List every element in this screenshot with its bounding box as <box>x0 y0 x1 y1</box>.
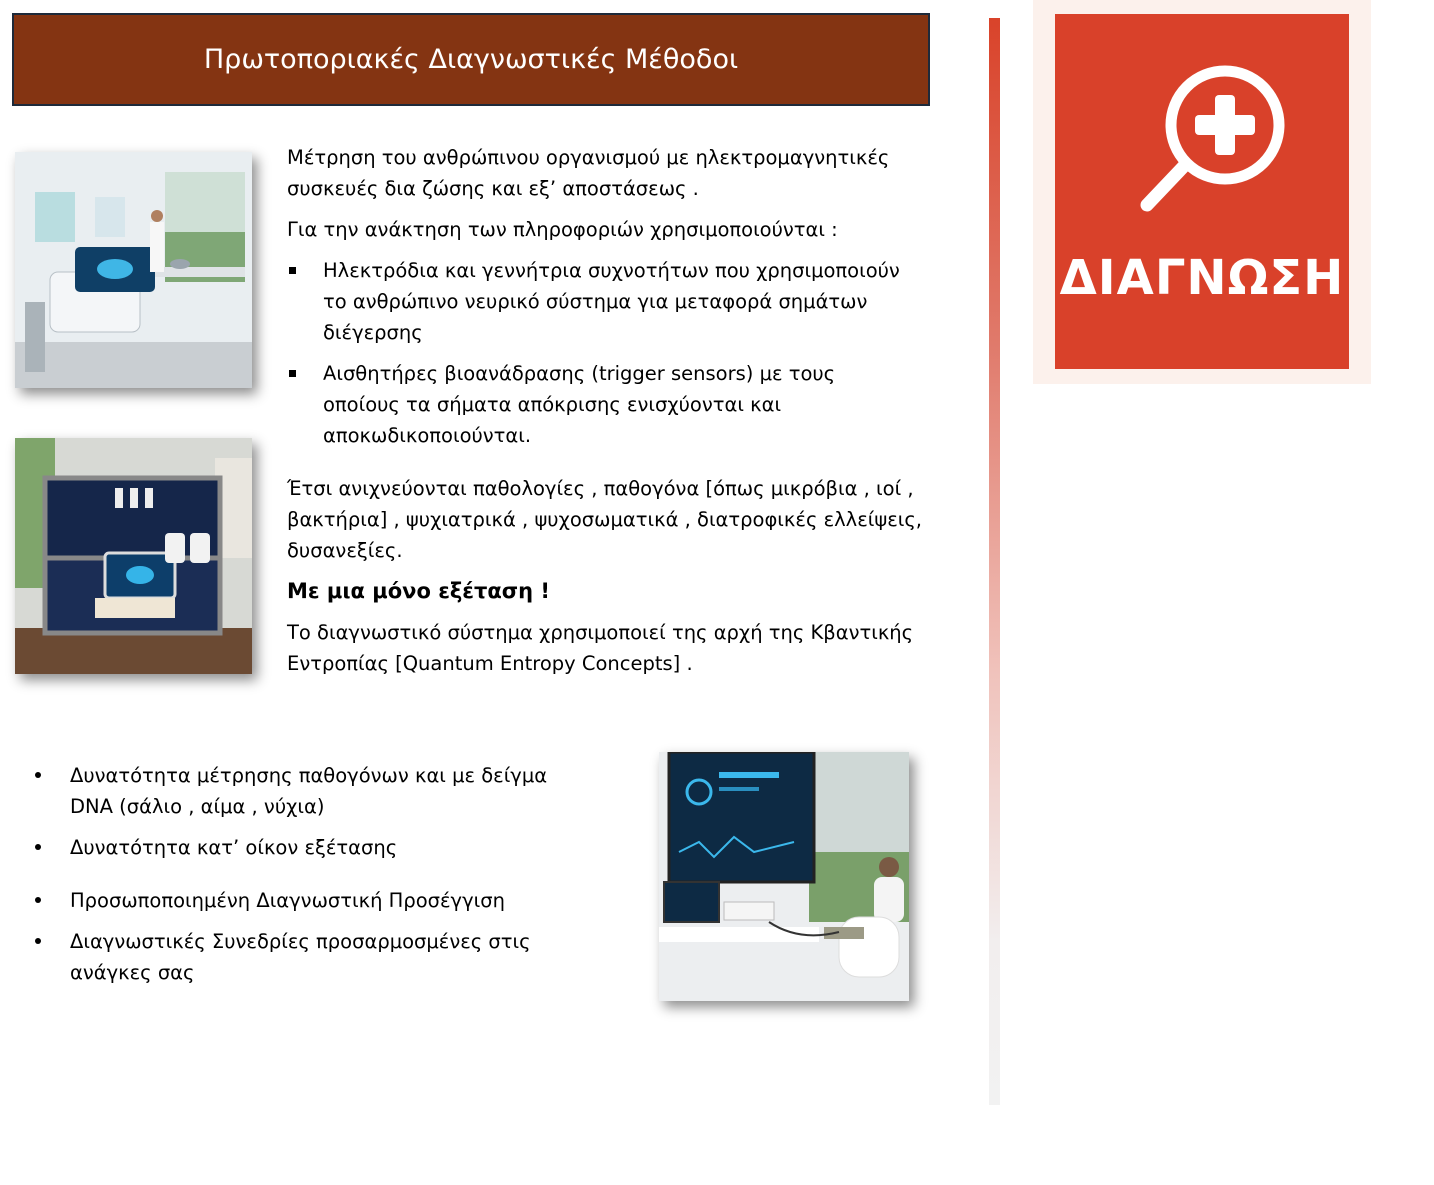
intro-paragraph-4: Το διαγνωστικό σύστημα χρησιμοποιεί της αρχή της Κβαντικής Εντροπίας [Quantum Entropy Concepts] . <box>287 621 914 675</box>
intro-paragraph-1: Μέτρηση του ανθρώπινου οργανισμού με ηλεκτρομαγνητικές συσκευές δια ζώσης και εξ’ αποστάσεως . <box>287 146 890 200</box>
logo-word: ΔΙΑΓΝΩΣΗ <box>1059 250 1345 306</box>
list-item: Δυνατότητα μέτρησης παθογόνων και με δείγμα DNA (σάλιο , αίμα , νύχια) <box>35 760 595 822</box>
bullet-icon <box>35 844 41 850</box>
clinic-device-photo <box>15 152 252 388</box>
method-list <box>287 255 927 451</box>
list-item: Προσωποποιημένη Διαγνωστική Προσέγγιση <box>35 885 595 916</box>
intro-text <box>287 142 927 679</box>
bullet-icon <box>35 772 41 778</box>
magnifier-plus-icon <box>1113 59 1293 219</box>
page-title-bar <box>12 13 930 106</box>
bullet-icon <box>35 897 41 903</box>
square-bullet-icon <box>289 267 296 274</box>
device-case-photo <box>15 438 252 674</box>
logo-tile <box>1055 14 1349 369</box>
accent-divider <box>989 18 1000 1105</box>
feature-list <box>35 760 595 998</box>
diagnosis-logo <box>1033 0 1371 384</box>
list-item: Διαγνωστικές Συνεδρίες προσαρμοσμένες στις ανάγκες σας <box>35 926 595 988</box>
page-title: Πρωτοποριακές Διαγνωστικές Μέθοδοι <box>203 44 739 75</box>
intro-paragraph-2: Για την ανάκτηση των πληροφοριών χρησιμοποιούνται : <box>287 218 838 241</box>
list-item: Ηλεκτρόδια και γεννήτρια συχνοτήτων που χρησιμοποιούν το ανθρώπινο νευρικό σύστημα για μεταφορά σημάτων διέγερσης <box>287 255 913 348</box>
bullet-icon <box>35 938 41 944</box>
list-item: Αισθητήρες βιοανάδρασης (trigger sensors) με τους οποίους τα σήματα απόκρισης ενισχύονται και αποκωδικοποιούνται. <box>287 358 913 451</box>
list-item: Δυνατότητα κατ’ οίκον εξέτασης <box>35 832 595 863</box>
square-bullet-icon <box>289 370 296 377</box>
highlight-text: Με μια μόνο εξέταση ! <box>287 579 551 603</box>
intro-paragraph-3: Έτσι ανιχνεύονται παθολογίες , παθογόνα [όπως μικρόβια , ιοί , βακτήρια] , ψυχιατρικά , ψυχοσωματικά , διατροφικές ελλείψεις, δυσανεξίες. <box>287 477 922 562</box>
diagnostic-session-photo <box>659 752 909 1001</box>
